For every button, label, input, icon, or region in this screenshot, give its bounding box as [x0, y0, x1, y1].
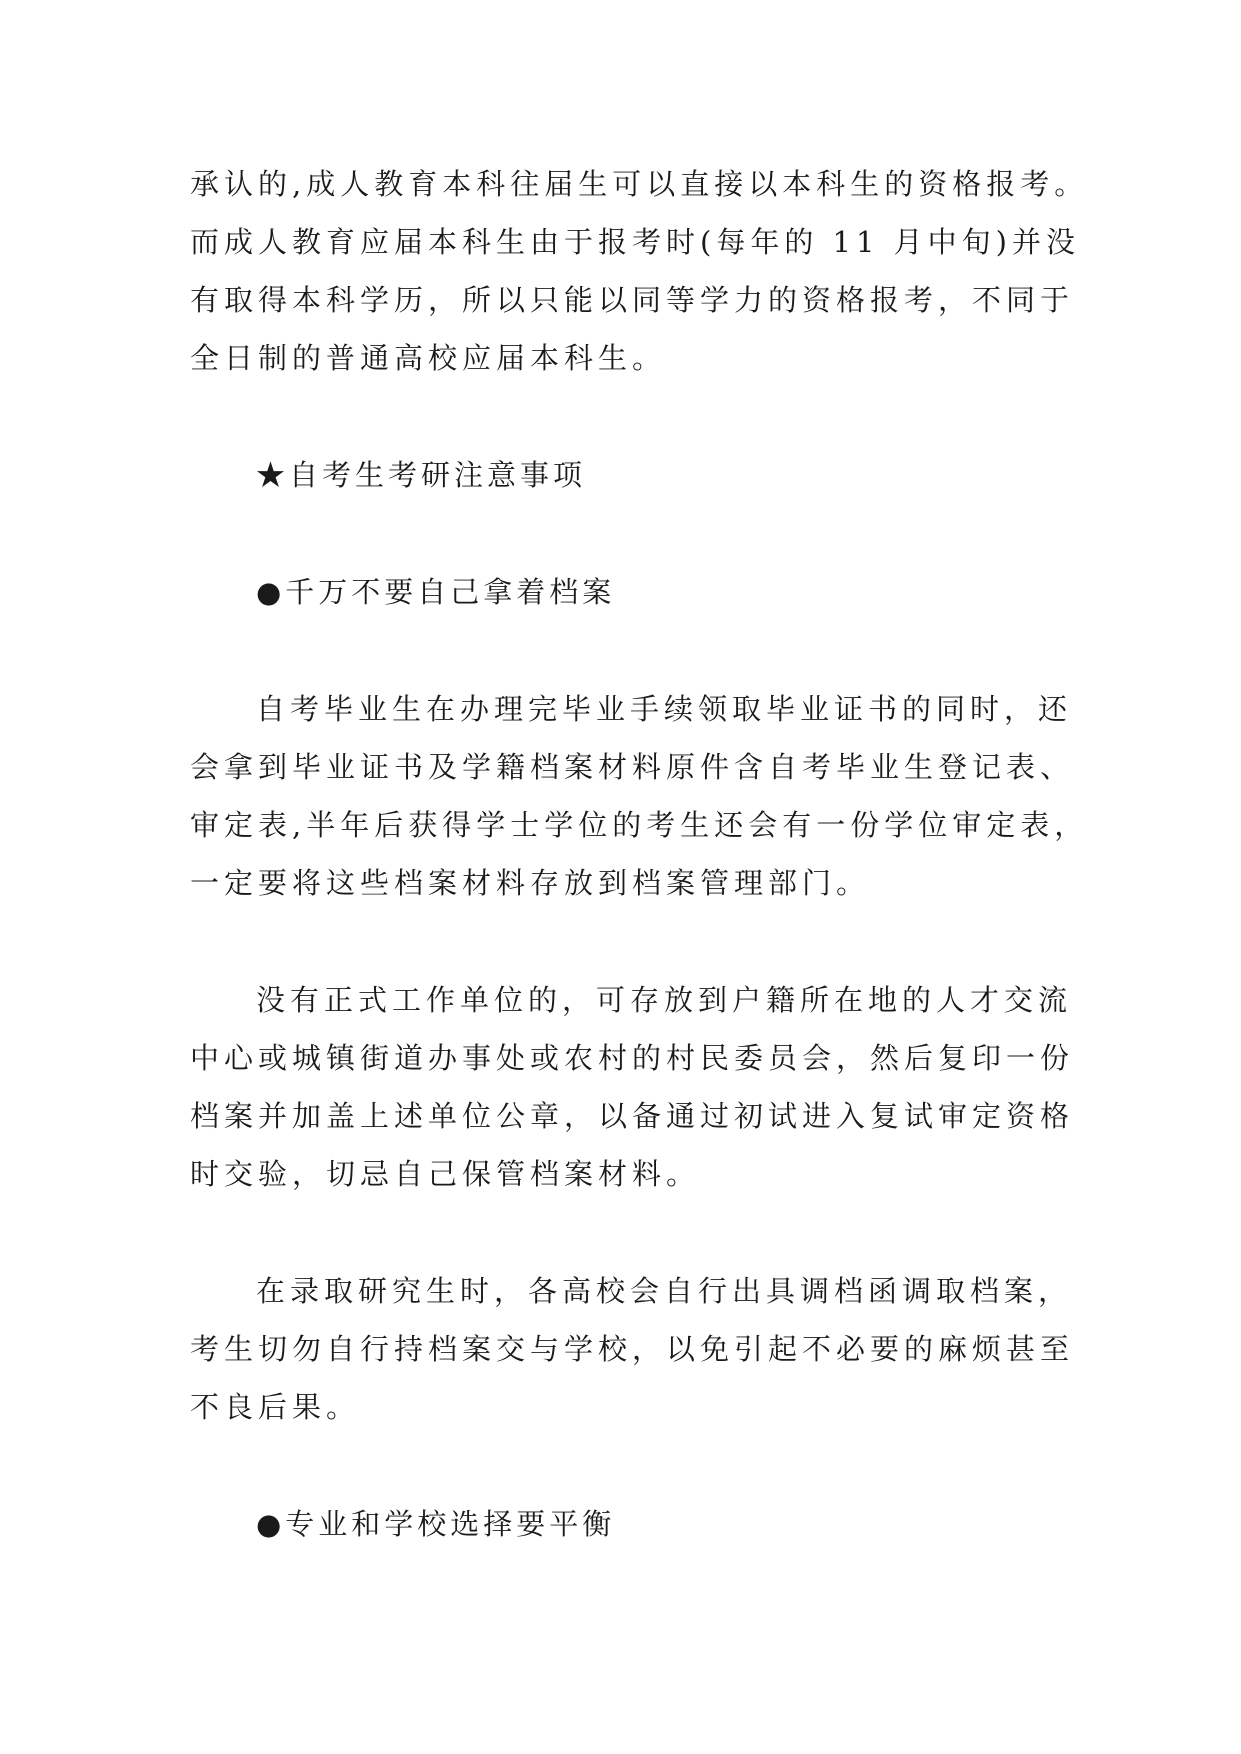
paragraph-4-line-3: 不良后果。: [190, 1390, 361, 1424]
paragraph-1-line-2: 而成人教育应届本科生由于报考时(每年的 11 月中旬)并没: [190, 225, 1080, 259]
paragraph-2-line-2: 会拿到毕业证书及学籍档案材料原件含自考毕业生登记表、: [190, 750, 1075, 784]
paragraph-4-line-2: 考生切勿自行持档案交与学校，以免引起不必要的麻烦甚至: [190, 1332, 1075, 1366]
paragraph-1-line-4: 全日制的普通高校应届本科生。: [190, 341, 667, 375]
paragraph-2-line-3: 审定表,半年后获得学士学位的考生还会有一份学位审定表，: [190, 808, 1089, 842]
section-heading: ★自考生考研注意事项: [256, 458, 587, 492]
bullet-heading-1: ●千万不要自己拿着档案: [256, 575, 616, 609]
paragraph-3-line-4: 时交验，切忌自己保管档案材料。: [190, 1157, 701, 1191]
paragraph-1-line-1: 承认的,成人教育本科往届生可以直接以本科生的资格报考。: [190, 167, 1089, 201]
paragraph-4-line-1: 在录取研究生时，各高校会自行出具调档函调取档案，: [256, 1274, 1073, 1308]
paragraph-3-line-2: 中心或城镇街道办事处或农村的村民委员会，然后复印一份: [190, 1041, 1075, 1075]
paragraph-3-line-3: 档案并加盖上述单位公章，以备通过初试进入复试审定资格: [190, 1099, 1075, 1133]
paragraph-2-line-4: 一定要将这些档案材料存放到档案管理部门。: [190, 866, 871, 900]
paragraph-2-line-1: 自考毕业生在办理完毕业手续领取毕业证书的同时，还: [256, 692, 1073, 726]
paragraph-1-line-3: 有取得本科学历，所以只能以同等学力的资格报考，不同于: [190, 283, 1075, 317]
paragraph-3-line-1: 没有正式工作单位的，可存放到户籍所在地的人才交流: [256, 983, 1073, 1017]
bullet-heading-2: ●专业和学校选择要平衡: [256, 1507, 616, 1541]
